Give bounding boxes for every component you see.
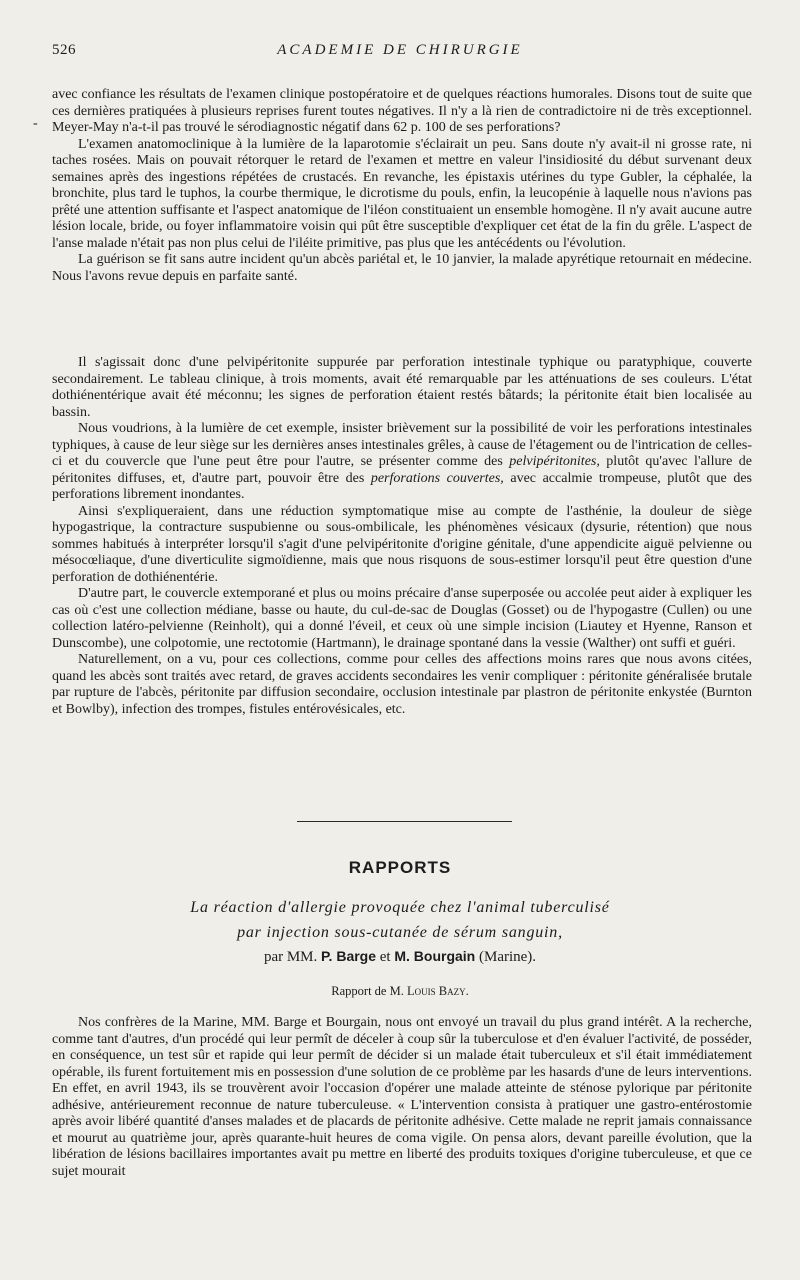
paragraph: La guérison se fit sans autre incident qu'un abcès pariétal et, le 10 janvier, la malade apyrétique retournait en médecine. Nous l'avons revue depuis en parfaite santé. xyxy=(52,252,752,284)
emphasis-text: perforations couvertes, xyxy=(370,470,504,486)
paragraph: Ainsi s'expliqueraient, dans une réduction symptomatique mise au compte de l'asthénie, la douleur de siège hypogastrique, la contracture suspubienne ou sous-ombilicale, les phénomènes vésicaux (dysurie, rétention) que nous sommes habitués à interpréter lorsqu'il s'agit d'une pelvipéritonite d'origine génitale, d'une appendicite aiguë pelvienne ou mésocœliaque, d'une diverticulite sigmoïdienne, mais que nous risquons de sous-estimer lorsqu'il peut être question d'une perforation de dothiénentérie. xyxy=(52,503,752,585)
author-name: P. Barge xyxy=(321,948,377,964)
reporter-line xyxy=(0,984,800,999)
section-divider xyxy=(297,821,512,822)
running-head: ACADEMIE DE CHIRURGIE xyxy=(277,42,523,58)
margin-mark: - xyxy=(33,116,38,131)
paragraph: Nos confrères de la Marine, MM. Barge et Bourgain, nous ont envoyé un travail du plus grand intérêt. A la recherche, comme tant d'autres, d'un procédé qui leur permît de déceler à coup sûr la tuberculose et d'en évaluer l'activité, de posséder, en conséquence, un test sûr et rapide qui leur permît de décider si un malade était tuberculeux et s'il était immédiatement opérable, ils furent fortuitement mis en possession d'une solution de ce problème par les hasards d'une de leurs interventions. En effet, en avril 1943, ils se trouvèrent avoir l'occasion d'opérer une malade atteinte de sténose pylorique par péritonite adhésive, antérieurement reconnue de nature tuberculeuse. « L'intervention consista à pratiquer une gastro-entérostomie après avoir libéré quantité d'anses malades et de placards de péritonite adhésive. Cette malade ne reprit jamais connaissance et mourut au quatrième jour, après quarante-huit heures de coma vigile. On pensa alors, devant pareille évolution, que la libération de lésions bacillaires importantes avait pu mettre en liberté des produits toxiques d'origine tuberculeuse, et que ce sujet mourait xyxy=(52,1015,752,1179)
paragraph-text: Nous voudrions, à la lumière de cet exemple, insister brièvement sur la possibilité de voir les perforations intestinales typhiques, à cause de leur siège sur les dernières anses intestinales grêles, à cause de l'étagement ou de l'intrication de celles-ci et du couvercle que l'une peut être pour l'autre, se présenter comme des xyxy=(52,421,752,469)
paragraph-text: avec accalmie trompeuse, plutôt que des perforations librement inondantes. xyxy=(52,470,752,502)
paragraph: L'examen anatomoclinique à la lumière de la laparotomie s'éclairait un peu. Sans doute n'y avait-il ni grosse rate, ni taches rosées. Mais on pouvait rétorquer le retard de l'examen et mettre en valeur l'insidiosité du début survenant deux semaines après des ingestions répétées de crustacés. En revanche, les épistaxis utérines du type Gubler, la céphalée, la bronchite, plus tard le tuphos, la courbe thermique, le dicrotisme du pouls, enfin, la leucopénie à laquelle nous n'avions pas prêté une attention suffisante et l'aspect anatomique de l'iléon constituaient un ensemble homogène. Il n'y avait aucune autre lésion locale, bride, ou foyer inflammatoire voisin qui pût être susceptible d'expliquer cet état de la fin du grêle. L'aspect de l'anse malade n'était pas non plus celui de l'iléite primitive, pas plus que les antécédents ou l'évolution. xyxy=(52,136,752,251)
author-name: M. Bourgain xyxy=(394,948,476,964)
discussion-text-block xyxy=(52,355,752,718)
paragraph: D'autre part, le couvercle extemporané et plus ou moins précaire d'anse superposée ou accolée peut aider à expliquer les cas où c'est une collection médiane, basse ou haute, du cul-de-sac de Douglas (Gosset) ou de l'hypogastre (Cullen) ou une collection latéro-pelvienne (Reinholt), qui a donné l'éveil, et ceux où une simple incision (Liautey et Hyenne, Ranson et Dunscombe), une colpotomie, une rectotomie (Hartmann), le drainage spontané dans la vessie (Walther) ont suffi et guéri. xyxy=(52,586,752,651)
paragraph-with-emphasis xyxy=(52,421,752,504)
reporter-text: . xyxy=(465,984,469,998)
emphasis-text: pelvipéritonites, xyxy=(509,454,600,469)
byline-text: et xyxy=(376,949,395,965)
section-heading: RAPPORTS xyxy=(348,858,452,877)
byline-text: par MM. xyxy=(263,949,322,965)
page-number: 526 xyxy=(52,42,76,58)
reporter-text: Rapport de M. xyxy=(331,984,407,998)
paragraph: avec confiance les résultats de l'examen clinique postopératoire et de quelques réactions humorales. Disons tout de suite que ces dernières pratiquées à plusieurs reprises furent toutes négatives. Il n'y a là rien de contradictoire ni de très exceptionnel. Meyer-May n'a-t-il pas trouvé le sérodiagnostic négatif dans 62 p. 100 de ses perforations? xyxy=(52,87,752,135)
byline-text: (Marine). xyxy=(475,949,537,965)
reporter-name: Louis Bazy xyxy=(406,984,466,998)
article-title-line: par injection sous-cutanée de sérum sanguin, xyxy=(237,924,563,941)
paragraph: Naturellement, on a vu, pour ces collections, comme pour celles des affections moins rares que nous avons citées, quand les abcès sont traités avec retard, de graves accidents secondaires les venir compliquer : péritonite généralisée brutale par rupture de l'abcès, péritonite par diffusion secondaire, occlusion intestinale par plastron de péritonite enkystée (Burnton et Bowlby), infection des trompes, fistules entérovésicales, etc. xyxy=(52,652,752,717)
byline xyxy=(0,948,800,966)
paragraph: Il s'agissait donc d'une pelvipéritonite suppurée par perforation intestinale typhique ou paratyphique, couverte secondairement. Le tableau clinique, à trois moments, avait été remarquable par les atténuations de ses couleurs. L'état dothiénentérique avait été méconnu; les signes de perforation étaient restés bâtards; la péritonite était bien localisée au bassin. xyxy=(52,355,752,420)
upper-text-block xyxy=(52,87,752,285)
paragraph-text: plutôt qu'avec l'allure de péritonites diffuses, et, d'autre part, pouvoir être des xyxy=(52,454,752,486)
report-text-block xyxy=(52,1015,752,1180)
article-title-line: La réaction d'allergie provoquée chez l'animal tuberculisé xyxy=(190,899,610,916)
